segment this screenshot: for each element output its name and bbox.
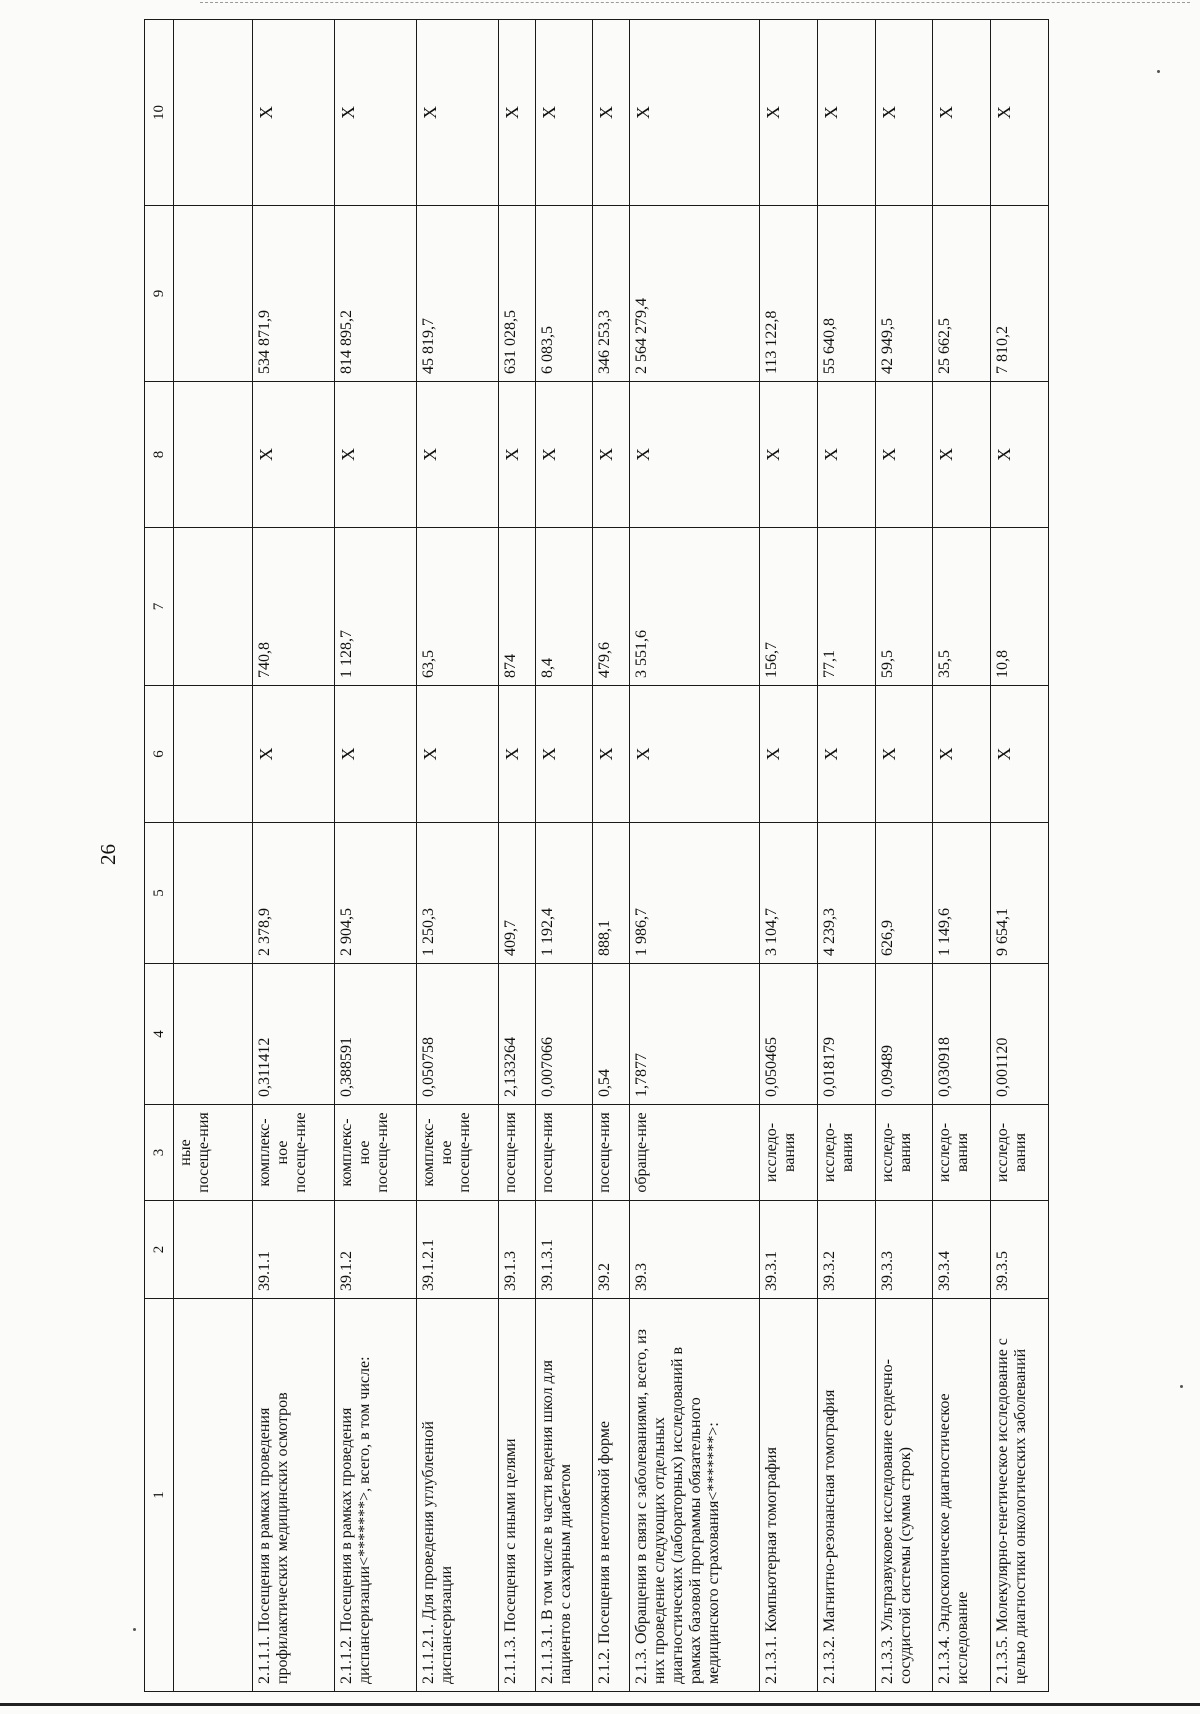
header-cell: 5 [145, 823, 174, 964]
header-cell: 10 [145, 20, 174, 206]
row-name-cell: 2.1.1.2. Посещения в рамках проведения диспансеризации<*******>, всего, в том числе: [335, 1299, 417, 1692]
cost-cell: 1 986,7 [630, 823, 760, 964]
table-row [991, 20, 1049, 1692]
cell-9: 7 810,2 [991, 206, 1049, 382]
row-name-cell: 2.1.1.3.1. В том числе в части ведения школ для пациентов с сахарным диабетом [535, 1299, 593, 1692]
row-code-cell: 39.3.5 [991, 1201, 1049, 1299]
cell-9: 631 028,5 [499, 206, 536, 382]
unit-cell: посеще-ния [593, 1105, 630, 1201]
table-row [817, 20, 875, 1692]
volume-cell: 0,388591 [335, 964, 417, 1105]
cell-10: X [417, 20, 499, 206]
cell-10: X [335, 20, 417, 206]
scan-speck [1157, 70, 1160, 73]
cell-10: X [760, 20, 818, 206]
scan-bottom-edge [0, 1703, 1200, 1706]
row-name-cell: 2.1.1.1. Посещения в рамках проведения профилактических медицинских осмотров [253, 1299, 335, 1692]
header-cell: 9 [145, 206, 174, 382]
unit-cell: комплекс-ное посеще-ние [417, 1105, 499, 1201]
volume-cell: 0,030918 [933, 964, 991, 1105]
unit-cell: посеще-ния [499, 1105, 536, 1201]
table-cell [174, 382, 253, 528]
unit-cell: исследо-вания [760, 1105, 818, 1201]
cost-cell: 1 192,4 [535, 823, 593, 964]
table-row [760, 20, 818, 1692]
row-name-cell: 2.1.3.5. Молекулярно-генетическое исследование с целью диагностики онкологических заболеваний [991, 1299, 1049, 1692]
cell-9: 534 871,9 [253, 206, 335, 382]
row-code-cell: 39.2 [593, 1201, 630, 1299]
cell-10: X [499, 20, 536, 206]
cell-8: X [417, 382, 499, 528]
cell-9: 113 122,8 [760, 206, 818, 382]
volume-cell: 0,311412 [253, 964, 335, 1105]
row-name-cell: 2.1.3.4. Эндоскопическое диагностическое исследование [933, 1299, 991, 1692]
unit-cell: исследо-вания [933, 1105, 991, 1201]
row-code-cell: 39.1.3.1 [535, 1201, 593, 1299]
cell-8: X [335, 382, 417, 528]
row-name-cell: 2.1.3. Обращения в связи с заболеваниями, всего, из них проведение следующих отдельных диагностических (лабораторных) исследований в рамках базовой программы обязательного медицинского страхования<*******>: [630, 1299, 760, 1692]
table-row [253, 20, 335, 1692]
row-name-cell: 2.1.2. Посещения в неотложной форме [593, 1299, 630, 1692]
cell-9: 42 949,5 [875, 206, 933, 382]
cost-cell: 9 654,1 [991, 823, 1049, 964]
row-code-cell: 39.1.3 [499, 1201, 536, 1299]
unit-cell: комплекс-ное посеще-ние [253, 1105, 335, 1201]
cost-cell: 3 104,7 [760, 823, 818, 964]
row-code-cell: 39.1.2 [335, 1201, 417, 1299]
table-row [535, 20, 593, 1692]
table-cell [174, 20, 253, 206]
table-cell [174, 964, 253, 1105]
rotated-table-wrapper [144, 20, 1049, 1692]
volume-cell: 1,7877 [630, 964, 760, 1105]
row-code-cell: 39.1.2.1 [417, 1201, 499, 1299]
row-name-cell: 2.1.3.3. Ультразвуковое исследование сердечно-сосудистой системы (сумма строк) [875, 1299, 933, 1692]
unit-cell: исследо-вания [991, 1105, 1049, 1201]
cell-10: X [253, 20, 335, 206]
table-row [499, 20, 536, 1692]
scan-speck [133, 1628, 136, 1631]
cell-7: 8,4 [535, 528, 593, 686]
cell-6: X [875, 686, 933, 823]
volume-cell: 0,007066 [535, 964, 593, 1105]
cell-9: 346 253,3 [593, 206, 630, 382]
cost-cell: 2 378,9 [253, 823, 335, 964]
cell-8: X [499, 382, 536, 528]
cell-7: 63,5 [417, 528, 499, 686]
tariff-table [144, 19, 1049, 1692]
unit-cell: посеще-ния [535, 1105, 593, 1201]
cost-cell: 409,7 [499, 823, 536, 964]
cell-6: X [991, 686, 1049, 823]
row-code-cell: 39.3.2 [817, 1201, 875, 1299]
cell-10: X [817, 20, 875, 206]
unit-cell: ные посеще-ния [174, 1105, 253, 1201]
cost-cell: 626,9 [875, 823, 933, 964]
table-cell [174, 1299, 253, 1692]
table-body [145, 20, 1049, 1692]
cell-7: 1 128,7 [335, 528, 417, 686]
cell-10: X [991, 20, 1049, 206]
volume-cell: 0,018179 [817, 964, 875, 1105]
cell-7: 3 551,6 [630, 528, 760, 686]
cell-10: X [630, 20, 760, 206]
continuation-row [174, 20, 253, 1692]
volume-cell: 0,001120 [991, 964, 1049, 1105]
cell-6: X [417, 686, 499, 823]
cell-7: 479,6 [593, 528, 630, 686]
cost-cell: 1 250,3 [417, 823, 499, 964]
table-cell [174, 206, 253, 382]
cell-6: X [535, 686, 593, 823]
cell-10: X [535, 20, 593, 206]
cost-cell: 888,1 [593, 823, 630, 964]
cell-6: X [933, 686, 991, 823]
cell-8: X [253, 382, 335, 528]
cell-7: 10,8 [991, 528, 1049, 686]
cell-9: 55 640,8 [817, 206, 875, 382]
cell-8: X [593, 382, 630, 528]
row-name-cell: 2.1.1.3. Посещения с иными целями [499, 1299, 536, 1692]
cell-9: 814 895,2 [335, 206, 417, 382]
volume-cell: 0,54 [593, 964, 630, 1105]
row-code-cell: 39.3 [630, 1201, 760, 1299]
volume-cell: 0,050758 [417, 964, 499, 1105]
unit-cell: исследо-вания [817, 1105, 875, 1201]
header-row [145, 20, 174, 1692]
cell-10: X [933, 20, 991, 206]
table-row [417, 20, 499, 1692]
cell-9: 25 662,5 [933, 206, 991, 382]
volume-cell: 2,133264 [499, 964, 536, 1105]
header-cell: 2 [145, 1201, 174, 1299]
cell-10: X [593, 20, 630, 206]
cell-9: 6 083,5 [535, 206, 593, 382]
table-cell [174, 823, 253, 964]
cell-6: X [335, 686, 417, 823]
cell-6: X [499, 686, 536, 823]
unit-cell: исследо-вания [875, 1105, 933, 1201]
table-row [933, 20, 991, 1692]
cell-9: 45 819,7 [417, 206, 499, 382]
table-row [875, 20, 933, 1692]
cost-cell: 4 239,3 [817, 823, 875, 964]
volume-cell: 0,050465 [760, 964, 818, 1105]
row-code-cell: 39.3.4 [933, 1201, 991, 1299]
cell-6: X [253, 686, 335, 823]
row-code-cell: 39.1.1 [253, 1201, 335, 1299]
cell-8: X [535, 382, 593, 528]
row-code-cell: 39.3.1 [760, 1201, 818, 1299]
cell-6: X [630, 686, 760, 823]
cell-7: 35,5 [933, 528, 991, 686]
table-cell [174, 528, 253, 686]
table-row [630, 20, 760, 1692]
cell-6: X [593, 686, 630, 823]
row-name-cell: 2.1.1.2.1. Для проведения углубленной диспансеризации [417, 1299, 499, 1692]
cell-8: X [991, 382, 1049, 528]
cell-8: X [933, 382, 991, 528]
row-name-cell: 2.1.3.2. Магнитно-резонансная томография [817, 1299, 875, 1692]
cost-cell: 2 904,5 [335, 823, 417, 964]
volume-cell: 0,09489 [875, 964, 933, 1105]
row-name-cell: 2.1.3.1. Компьютерная томография [760, 1299, 818, 1692]
scan-top-dashed-edge [200, 2, 1190, 3]
header-cell: 4 [145, 964, 174, 1105]
page-number: 26 [96, 844, 120, 865]
header-cell: 1 [145, 1299, 174, 1692]
cell-8: X [630, 382, 760, 528]
cell-7: 156,7 [760, 528, 818, 686]
unit-cell: комплекс-ное посеще-ние [335, 1105, 417, 1201]
table-cell [174, 1201, 253, 1299]
row-code-cell: 39.3.3 [875, 1201, 933, 1299]
header-cell: 3 [145, 1105, 174, 1201]
cell-7: 874 [499, 528, 536, 686]
cell-7: 59,5 [875, 528, 933, 686]
cell-6: X [817, 686, 875, 823]
header-cell: 6 [145, 686, 174, 823]
header-cell: 8 [145, 382, 174, 528]
cell-8: X [817, 382, 875, 528]
cell-8: X [875, 382, 933, 528]
header-cell: 7 [145, 528, 174, 686]
cost-cell: 1 149,6 [933, 823, 991, 964]
cell-7: 740,8 [253, 528, 335, 686]
unit-cell: обраще-ние [630, 1105, 760, 1201]
table-cell [174, 686, 253, 823]
scan-speck [1180, 1385, 1183, 1388]
table-row [335, 20, 417, 1692]
cell-7: 77,1 [817, 528, 875, 686]
table-row [593, 20, 630, 1692]
cell-10: X [875, 20, 933, 206]
cell-8: X [760, 382, 818, 528]
cell-6: X [760, 686, 818, 823]
cell-9: 2 564 279,4 [630, 206, 760, 382]
